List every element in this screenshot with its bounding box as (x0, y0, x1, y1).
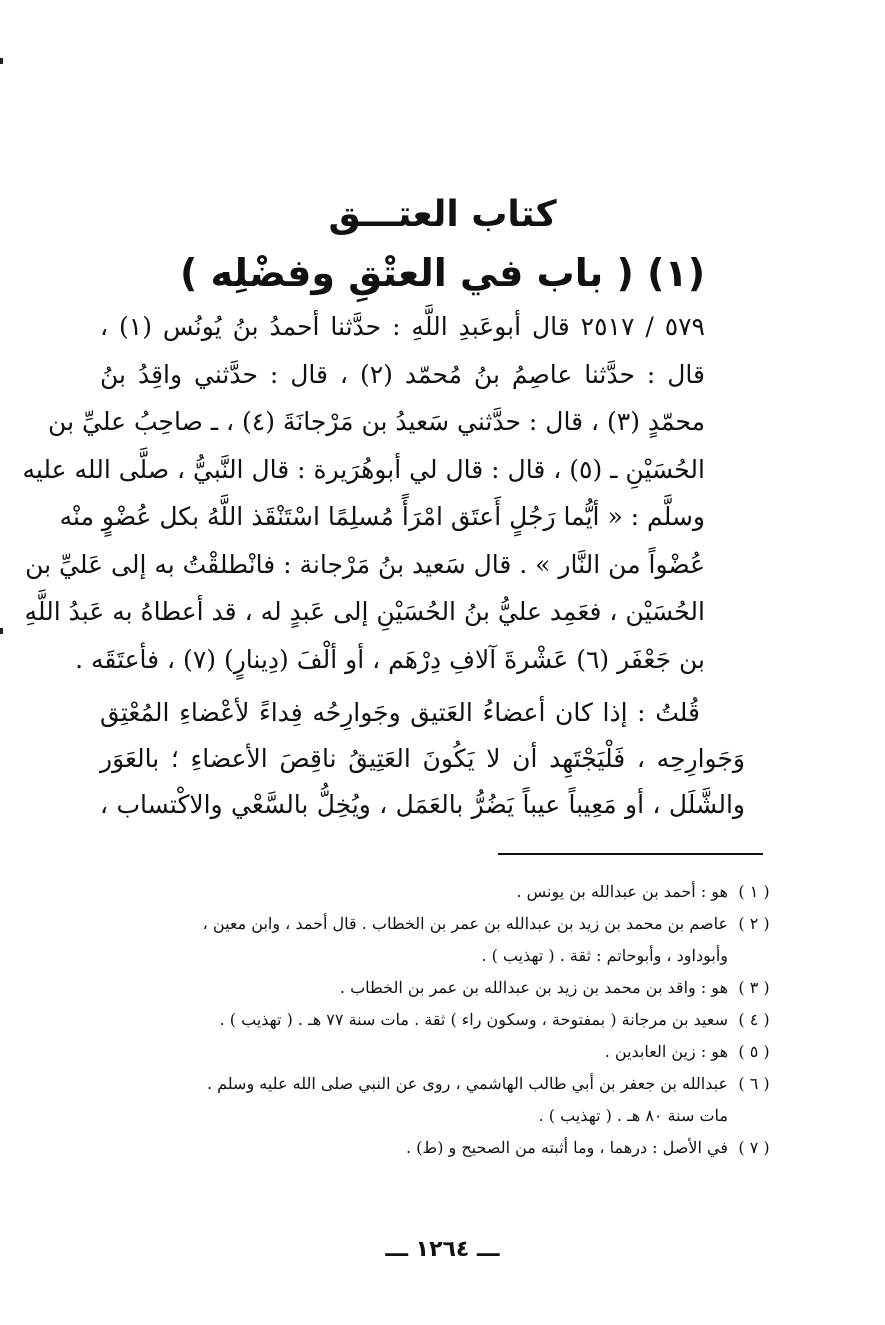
footnote-text: في الأصل : درهما ، وما أثبته من الصحيح و (ط) . (406, 1138, 728, 1157)
footnote (80, 972, 780, 1004)
scan-mark (0, 58, 3, 64)
footnote-number: ( ٦ ) (738, 1074, 770, 1093)
footnote-text: عبدالله بن جعفر بن أبي طالب الهاشمي ، روى عن النبي صلى الله عليه وسلم . (206, 1074, 728, 1093)
footnote-number: ( ٥ ) (738, 1042, 770, 1061)
hadith-text (22, 303, 705, 683)
footnote (80, 876, 780, 908)
hadith-line: وسلَّم : « أيُّما رَجُلٍ أَعتَق امْرَأً مُسلِمًا اسْتَنْقَذ اللَّهُ بكل عُضْوٍ منْه (59, 502, 705, 531)
footnote-text: مات سنة ٨٠ هـ . ( تهذيب ) . (538, 1106, 728, 1125)
footnote-number: ( ٣ ) (738, 978, 770, 997)
hadith-line: بن جَعْفَر (٦) عَشْرةَ آلافِ دِرْهَم ، أو ألْفَ (دِينارٍ) (٧) ، فأعتَقَه . (75, 644, 705, 674)
comment-line: والشَّلَل ، أو مَعِيباً عيباً يَضُرُّ بالعَمَل ، ويُخِلُّ بالسَّعْي والاكْتساب ، (100, 790, 745, 819)
footnote-number: ( ٤ ) (738, 1010, 770, 1029)
hadith-line: قال : حدَّثنا عاصِمُ بنُ مُحمّد (٢) ، قال : حدَّثني واقِدُ بنُ (100, 359, 705, 389)
footnote (80, 1004, 780, 1036)
footnote (80, 1068, 780, 1132)
comment-line: قُلتُ : إذا كان أعضاءُ العَتيق وجَوارِحُه فِداءً لأعْضاءِ المُعْتِق (100, 698, 700, 727)
footnote-text: وأبوداود ، وأبوحاتم : ثقة . ( تهذيب ) . (481, 946, 728, 965)
chapter-title: (١) ( باب في العتْقِ وفضْلِه ) (179, 251, 706, 295)
book-title: كتاب العتـــق (328, 194, 557, 235)
footnotes (80, 876, 780, 1164)
footnote-number: ( ٧ ) (738, 1138, 770, 1157)
hadith-line: محمّدٍ (٣) ، قال : حدَّثني سَعيدُ بن مَرْجانَةَ (٤) ، ـ صاحِبُ عليِّ بن (48, 407, 705, 436)
author-comment (100, 690, 745, 828)
footnote-number: ( ١ ) (738, 882, 770, 901)
footnote-number: ( ٢ ) (738, 914, 770, 933)
footnote-text: سعيد بن مرجانة ( بمفتوحة ، وسكون راء ) ثقة . مات سنة ٧٧ هـ . ( تهذيب ) . (219, 1010, 728, 1029)
hadith-line: ٥٧٩ / ٢٥١٧ قال أبوعَبدِ اللَّهِ : حدَّثنا أحمدُ بنُ يُونُس (١) ، (100, 312, 705, 341)
footnote-text: هو : زين العابدين . (604, 1042, 728, 1061)
footnote (80, 1036, 780, 1068)
hadith-line: الحُسَيْنِ ـ (٥) ، قال : قال لي أبوهُرَيرة : قال النَّبيُّ ، صلَّى الله عليه (22, 454, 705, 484)
scan-mark (0, 628, 3, 634)
footnote-text: هو : أحمد بن عبدالله بن يونس . (516, 882, 728, 901)
footnote (80, 1132, 780, 1164)
hadith-line: عُضْواً من النَّار » . قال سَعيد بنُ مَرْجانة : فانْطلقْتُ به إلى عَليِّ بن (25, 549, 705, 579)
footnote-text: عاصم بن محمد بن زيد بن عبدالله بن عمر بن الخطاب . قال أحمد ، وابن معين ، (202, 914, 728, 933)
footnote (80, 908, 780, 972)
footnote-text: هو : واقد بن محمد بن زيد بن عبدالله بن عمر بن الخطاب . (339, 978, 728, 997)
page-number: ـــ ١٢٦٤ ـــ (385, 1237, 500, 1262)
hadith-line: الحُسَيْن ، فعَمِد عليُّ بنُ الحُسَيْنِ إلى عَبدٍ له ، قد أعطاهُ به عَبدُ اللَّهِ (24, 597, 705, 626)
comment-line: وَجَوارِحِه ، فَلْيَجْتَهِد أن لا يَكُونَ العَتِيقُ ناقِصَ الأعضاءِ ؛ بالعَوَر (100, 744, 745, 773)
footnote-separator (498, 853, 763, 855)
